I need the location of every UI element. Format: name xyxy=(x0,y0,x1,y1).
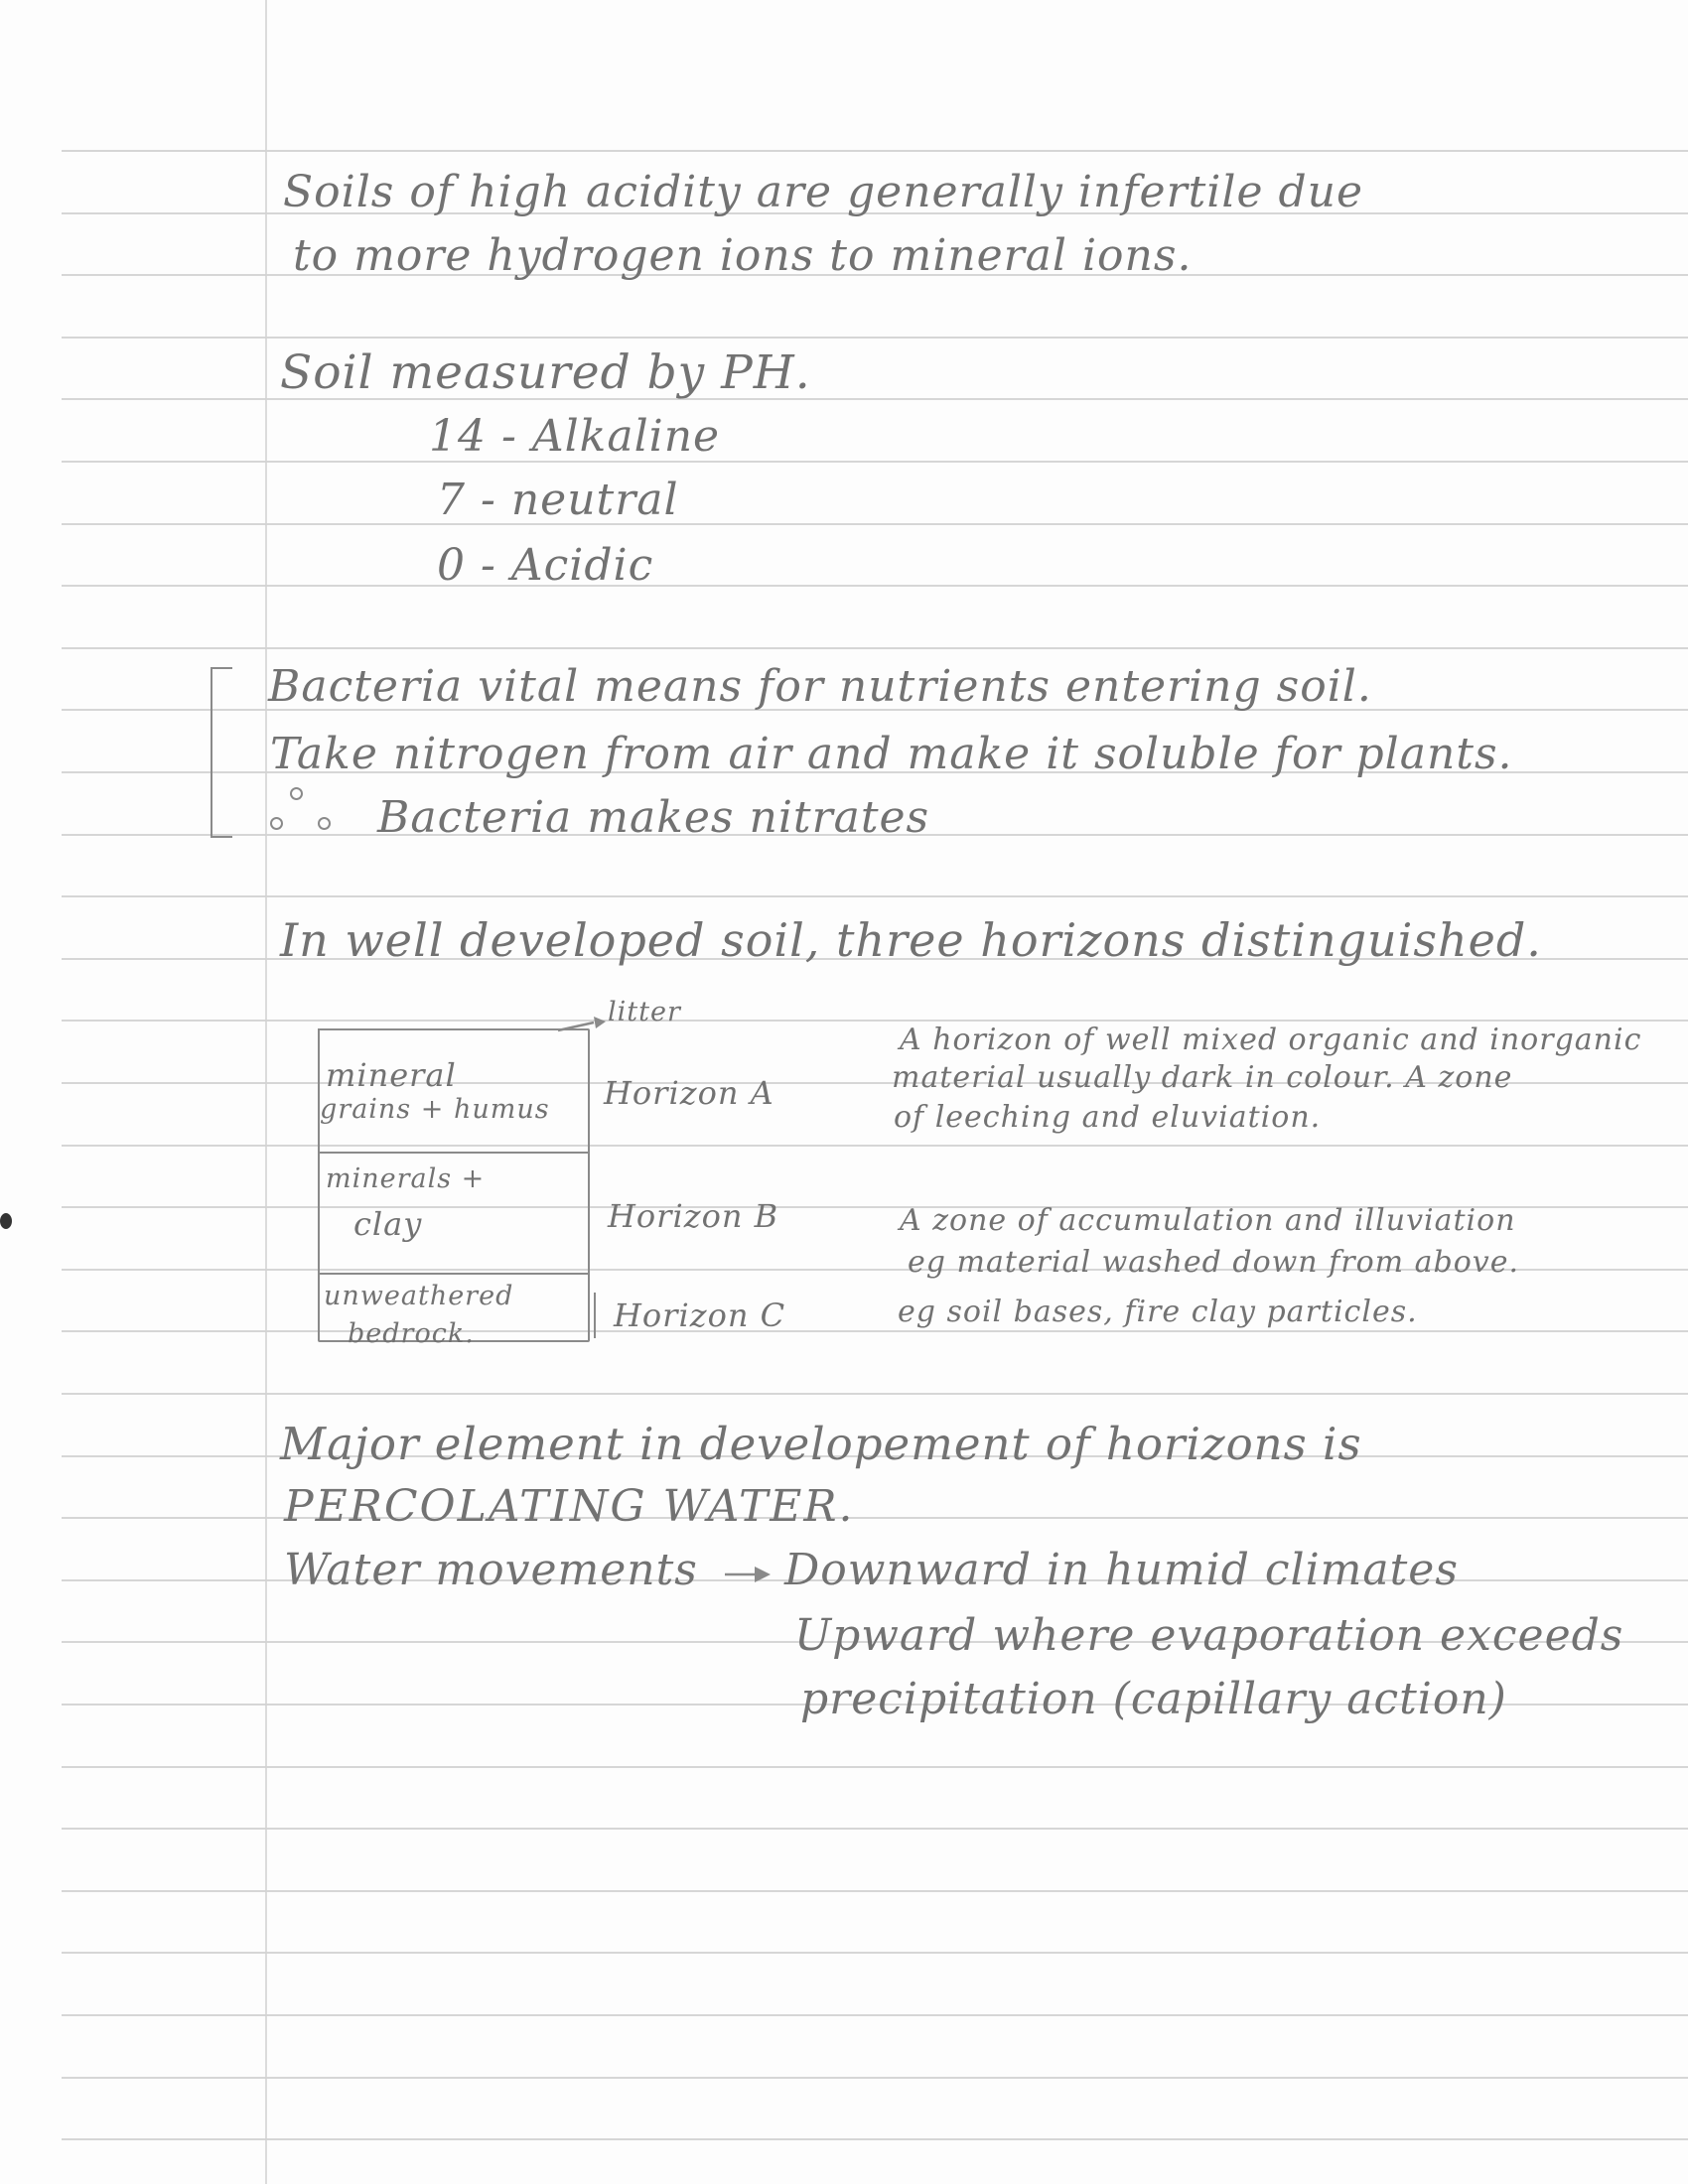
litter-line xyxy=(318,1028,576,1030)
bacteria-line-2: Take nitrogen from air and make it soluble for plants. xyxy=(270,729,1513,779)
horizon-a-name: Horizon A xyxy=(604,1074,774,1112)
percolation-line-1: Major element in developement of horizons is xyxy=(280,1418,1362,1470)
acidity-line-2: to more hydrogen ions to mineral ions. xyxy=(293,230,1193,281)
acidity-line-1: Soils of high acidity are generally infertile due xyxy=(283,167,1364,217)
litter-label: litter xyxy=(608,997,681,1027)
water-movements-label: Water movements xyxy=(284,1545,698,1595)
horizon-b-name: Horizon B xyxy=(608,1197,779,1235)
horizon-c-name: Horizon C xyxy=(614,1297,786,1334)
therefore-dot-2 xyxy=(270,817,283,830)
horizon-b-desc-2: eg material washed down from above. xyxy=(908,1245,1520,1280)
therefore-dot-3 xyxy=(318,817,331,830)
horizon-b-desc-1: A zone of accumulation and illuviation xyxy=(900,1203,1516,1238)
horizon-a-desc-3: of leeching and eluviation. xyxy=(894,1100,1322,1135)
water-upward-2: precipitation (capillary action) xyxy=(800,1674,1507,1724)
horizon-a-desc-2: material usually dark in colour. A zone xyxy=(892,1060,1513,1095)
layer-divider-ab xyxy=(318,1152,589,1154)
litter-arrow xyxy=(556,1013,616,1042)
horizons-intro: In well developed soil, three horizons distinguished. xyxy=(280,913,1542,967)
layer-b-line-2: clay xyxy=(353,1205,423,1243)
ph-item-neutral: 7 - neutral xyxy=(437,475,679,525)
movement-arrow xyxy=(723,1563,782,1586)
water-upward-1: Upward where evaporation exceeds xyxy=(794,1610,1624,1661)
layer-a-line-1: mineral xyxy=(326,1056,457,1094)
ph-heading: Soil measured by PH. xyxy=(280,345,811,400)
horizon-a-desc-1: A horizon of well mixed organic and inorganic xyxy=(900,1023,1642,1057)
layer-a-line-2: grains + humus xyxy=(320,1094,550,1125)
bacteria-line-1: Bacteria vital means for nutrients entering soil. xyxy=(268,661,1372,712)
water-downward: Downward in humid climates xyxy=(784,1545,1459,1595)
scan-speck xyxy=(0,1213,12,1229)
ph-item-acidic: 0 - Acidic xyxy=(437,540,654,591)
therefore-dot-1 xyxy=(290,787,303,800)
ph-item-alkaline: 14 - Alkaline xyxy=(429,411,721,462)
horizon-c-tick xyxy=(594,1293,596,1338)
layer-b-line-1: minerals + xyxy=(326,1163,486,1194)
layer-divider-bc xyxy=(318,1273,589,1275)
layer-c-line-1: unweathered xyxy=(324,1281,514,1311)
horizon-c-desc-1: eg soil bases, fire clay particles. xyxy=(898,1295,1418,1329)
note-bracket xyxy=(211,667,232,838)
percolation-line-2: PERCOLATING WATER. xyxy=(284,1481,855,1532)
bacteria-line-3: Bacteria makes nitrates xyxy=(377,792,930,843)
layer-c-line-2: bedrock. xyxy=(348,1318,475,1349)
